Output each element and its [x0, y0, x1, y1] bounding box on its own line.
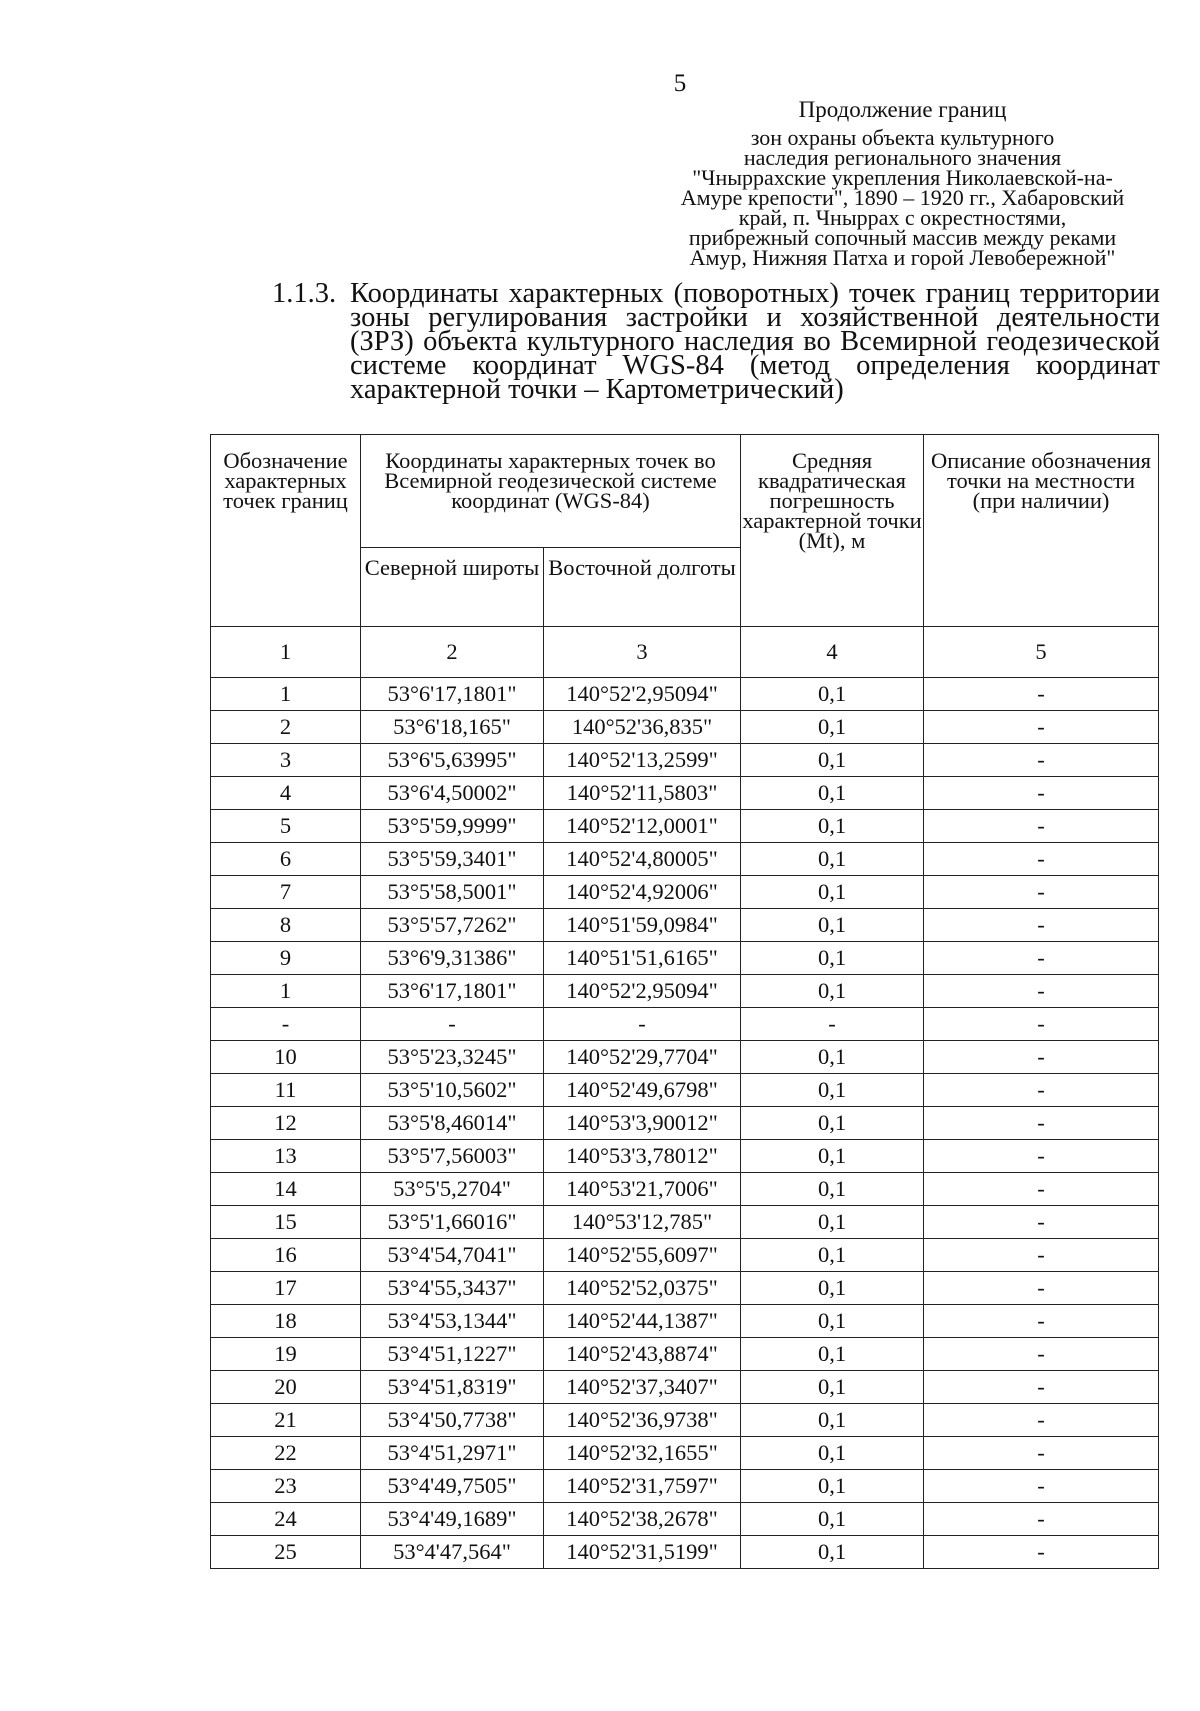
table-row: [211, 843, 1159, 876]
description-cell: -: [924, 1008, 1159, 1041]
table-row: [211, 1272, 1159, 1305]
table-row: [211, 1008, 1159, 1041]
description-cell: -: [924, 876, 1159, 909]
description-cell: -: [924, 777, 1159, 810]
mean-error-cell: 0,1: [741, 1272, 924, 1305]
mean-error-cell: 0,1: [741, 1305, 924, 1338]
continuation-line: "Чныррахские укрепления Николаевской-на-: [692, 165, 1113, 190]
point-number-cell: 5: [211, 810, 361, 843]
longitude-cell: 140°51'51,6165": [544, 942, 741, 975]
point-number-cell: 24: [211, 1503, 361, 1536]
description-cell: -: [924, 1107, 1159, 1140]
longitude-cell: 140°53'21,7006": [544, 1173, 741, 1206]
point-number-cell: 15: [211, 1206, 361, 1239]
coordinates-table: [210, 434, 1159, 1569]
description-cell: -: [924, 1074, 1159, 1107]
point-number-cell: 22: [211, 1437, 361, 1470]
latitude-cell: 53°4'47,564": [361, 1536, 544, 1569]
longitude-cell: 140°52'13,2599": [544, 744, 741, 777]
latitude-cell: 53°5'5,2704": [361, 1173, 544, 1206]
point-number-cell: 18: [211, 1305, 361, 1338]
description-cell: -: [924, 1371, 1159, 1404]
table-row: [211, 1206, 1159, 1239]
longitude-cell: 140°51'59,0984": [544, 909, 741, 942]
table-row: [211, 975, 1159, 1008]
latitude-cell: 53°5'8,46014": [361, 1107, 544, 1140]
table-row: [211, 1536, 1159, 1569]
description-cell: -: [924, 1470, 1159, 1503]
mean-error-cell: 0,1: [741, 1338, 924, 1371]
latitude-cell: 53°4'54,7041": [361, 1239, 544, 1272]
description-cell: -: [924, 1239, 1159, 1272]
point-number-cell: 2: [211, 711, 361, 744]
mean-error-cell: 0,1: [741, 1404, 924, 1437]
table-row: [211, 1305, 1159, 1338]
mean-error-cell: 0,1: [741, 876, 924, 909]
point-number-cell: -: [211, 1008, 361, 1041]
mean-error-cell: 0,1: [741, 1173, 924, 1206]
latitude-cell: 53°5'58,5001": [361, 876, 544, 909]
section-text: Координаты характерных (поворотных) точек границ территории зоны регулирования застройки и хозяйственной деятельности (ЗРЗ) объекта культурного наследия во Всемирной геодезической системе координат WGS-84 (метод определения координат характерной точки – Картометрический): [350, 278, 1160, 405]
point-number-cell: 21: [211, 1404, 361, 1437]
header-north-latitude: Северной широты: [361, 548, 544, 627]
table-row: [211, 1140, 1159, 1173]
table-row: [211, 1371, 1159, 1404]
mean-error-cell: 0,1: [741, 909, 924, 942]
table-row: [211, 777, 1159, 810]
continuation-line: Амур, Нижняя Патха и горой Левобережной": [689, 245, 1116, 270]
latitude-cell: 53°4'51,2971": [361, 1437, 544, 1470]
latitude-cell: 53°4'49,7505": [361, 1470, 544, 1503]
table-row: [211, 678, 1159, 711]
mean-error-cell: 0,1: [741, 1437, 924, 1470]
section-number: 1.1.3.: [272, 278, 337, 309]
mean-error-cell: 0,1: [741, 678, 924, 711]
latitude-cell: 53°6'17,1801": [361, 678, 544, 711]
page-number: 5: [673, 70, 687, 97]
point-number-cell: 13: [211, 1140, 361, 1173]
latitude-cell: 53°5'59,3401": [361, 843, 544, 876]
latitude-cell: 53°4'55,3437": [361, 1272, 544, 1305]
description-cell: -: [924, 678, 1159, 711]
column-number: 2: [361, 627, 544, 678]
longitude-cell: 140°52'36,835": [544, 711, 741, 744]
mean-error-cell: 0,1: [741, 1041, 924, 1074]
table-row: [211, 1107, 1159, 1140]
continuation-line: зон охраны объекта культурного: [750, 125, 1055, 150]
table-body: [211, 678, 1159, 1569]
longitude-cell: 140°52'12,0001": [544, 810, 741, 843]
point-number-cell: 20: [211, 1371, 361, 1404]
mean-error-cell: 0,1: [741, 1536, 924, 1569]
header-point-designation: Обозначение характерных точек границ: [211, 435, 361, 627]
description-cell: -: [924, 1272, 1159, 1305]
section-heading: [272, 278, 1160, 405]
description-cell: -: [924, 711, 1159, 744]
description-cell: -: [924, 1206, 1159, 1239]
point-number-cell: 10: [211, 1041, 361, 1074]
longitude-cell: 140°52'52,0375": [544, 1272, 741, 1305]
mean-error-cell: 0,1: [741, 810, 924, 843]
longitude-cell: 140°52'43,8874": [544, 1338, 741, 1371]
point-number-cell: 7: [211, 876, 361, 909]
longitude-cell: 140°52'32,1655": [544, 1437, 741, 1470]
point-number-cell: 14: [211, 1173, 361, 1206]
point-number-cell: 12: [211, 1107, 361, 1140]
point-number-cell: 19: [211, 1338, 361, 1371]
table-row: [211, 810, 1159, 843]
point-number-cell: 16: [211, 1239, 361, 1272]
table-row: [211, 711, 1159, 744]
latitude-cell: 53°4'53,1344": [361, 1305, 544, 1338]
longitude-cell: -: [544, 1008, 741, 1041]
point-number-cell: 6: [211, 843, 361, 876]
table-row: [211, 1041, 1159, 1074]
mean-error-cell: 0,1: [741, 843, 924, 876]
header-east-longitude: Восточной долготы: [544, 548, 741, 627]
latitude-cell: 53°5'7,56003": [361, 1140, 544, 1173]
point-number-cell: 25: [211, 1536, 361, 1569]
description-cell: -: [924, 909, 1159, 942]
description-cell: -: [924, 1404, 1159, 1437]
mean-error-cell: 0,1: [741, 1470, 924, 1503]
column-number-row: [211, 627, 1159, 678]
point-number-cell: 11: [211, 1074, 361, 1107]
description-cell: -: [924, 1041, 1159, 1074]
point-number-cell: 3: [211, 744, 361, 777]
column-number: 1: [211, 627, 361, 678]
latitude-cell: 53°6'18,165": [361, 711, 544, 744]
latitude-cell: 53°5'23,3245": [361, 1041, 544, 1074]
table-row: [211, 1239, 1159, 1272]
longitude-cell: 140°53'3,90012": [544, 1107, 741, 1140]
description-cell: -: [924, 1140, 1159, 1173]
latitude-cell: 53°6'17,1801": [361, 975, 544, 1008]
header-mean-error: Средняя квадратическая погрешность характерной точки (Mt), м: [741, 435, 924, 627]
longitude-cell: 140°53'3,78012": [544, 1140, 741, 1173]
description-cell: -: [924, 1503, 1159, 1536]
description-cell: -: [924, 843, 1159, 876]
longitude-cell: 140°52'44,1387": [544, 1305, 741, 1338]
latitude-cell: 53°5'1,66016": [361, 1206, 544, 1239]
point-number-cell: 4: [211, 777, 361, 810]
table-row: [211, 1437, 1159, 1470]
longitude-cell: 140°52'36,9738": [544, 1404, 741, 1437]
table-row: [211, 1173, 1159, 1206]
description-cell: -: [924, 744, 1159, 777]
mean-error-cell: 0,1: [741, 744, 924, 777]
longitude-cell: 140°52'2,95094": [544, 678, 741, 711]
table-row: [211, 909, 1159, 942]
mean-error-cell: 0,1: [741, 975, 924, 1008]
latitude-cell: 53°4'51,8319": [361, 1371, 544, 1404]
description-cell: -: [924, 1305, 1159, 1338]
longitude-cell: 140°52'2,95094": [544, 975, 741, 1008]
latitude-cell: 53°5'59,9999": [361, 810, 544, 843]
column-number: 4: [741, 627, 924, 678]
description-cell: -: [924, 942, 1159, 975]
mean-error-cell: 0,1: [741, 777, 924, 810]
latitude-cell: 53°6'4,50002": [361, 777, 544, 810]
point-number-cell: 23: [211, 1470, 361, 1503]
header-description: Описание обозначения точки на местности (при наличии): [924, 435, 1159, 627]
mean-error-cell: 0,1: [741, 1371, 924, 1404]
latitude-cell: 53°5'57,7262": [361, 909, 544, 942]
table-row: [211, 1074, 1159, 1107]
point-number-cell: 1: [211, 975, 361, 1008]
latitude-cell: 53°4'49,1689": [361, 1503, 544, 1536]
continuation-line: Амуре крепости", 1890 – 1920 гг., Хабаровский: [680, 185, 1125, 210]
table-row: [211, 1470, 1159, 1503]
mean-error-cell: 0,1: [741, 1239, 924, 1272]
continuation-line: наследия регионального значения: [743, 145, 1062, 170]
point-number-cell: 17: [211, 1272, 361, 1305]
continuation-lines: [650, 125, 1155, 270]
longitude-cell: 140°52'31,5199": [544, 1536, 741, 1569]
mean-error-cell: -: [741, 1008, 924, 1041]
point-number-cell: 9: [211, 942, 361, 975]
latitude-cell: 53°6'5,63995": [361, 744, 544, 777]
description-cell: -: [924, 1173, 1159, 1206]
longitude-cell: 140°53'12,785": [544, 1206, 741, 1239]
column-number: 3: [544, 627, 741, 678]
table-row: [211, 744, 1159, 777]
table-row: [211, 1404, 1159, 1437]
longitude-cell: 140°52'55,6097": [544, 1239, 741, 1272]
longitude-cell: 140°52'29,7704": [544, 1041, 741, 1074]
mean-error-cell: 0,1: [741, 1107, 924, 1140]
continuation-line: прибрежный сопочный массив между реками: [688, 225, 1117, 250]
longitude-cell: 140°52'37,3407": [544, 1371, 741, 1404]
mean-error-cell: 0,1: [741, 711, 924, 744]
table-row: [211, 876, 1159, 909]
point-number-cell: 8: [211, 909, 361, 942]
mean-error-cell: 0,1: [741, 1140, 924, 1173]
continuation-header: [650, 98, 1155, 268]
table-row: [211, 1503, 1159, 1536]
mean-error-cell: 0,1: [741, 1206, 924, 1239]
latitude-cell: 53°4'51,1227": [361, 1338, 544, 1371]
table-row: [211, 942, 1159, 975]
latitude-cell: 53°4'50,7738": [361, 1404, 544, 1437]
latitude-cell: 53°6'9,31386": [361, 942, 544, 975]
longitude-cell: 140°52'11,5803": [544, 777, 741, 810]
mean-error-cell: 0,1: [741, 1503, 924, 1536]
description-cell: -: [924, 1536, 1159, 1569]
longitude-cell: 140°52'31,7597": [544, 1470, 741, 1503]
column-number: 5: [924, 627, 1159, 678]
longitude-cell: 140°52'4,80005": [544, 843, 741, 876]
description-cell: -: [924, 1338, 1159, 1371]
header-coordinates-group: Координаты характерных точек во Всемирной геодезической системе координат (WGS-84): [361, 435, 741, 548]
longitude-cell: 140°52'49,6798": [544, 1074, 741, 1107]
latitude-cell: 53°5'10,5602": [361, 1074, 544, 1107]
continuation-line: край, п. Чныррах с окрестностями,: [738, 205, 1067, 230]
longitude-cell: 140°52'38,2678": [544, 1503, 741, 1536]
mean-error-cell: 0,1: [741, 1074, 924, 1107]
description-cell: -: [924, 1437, 1159, 1470]
table-row: [211, 1338, 1159, 1371]
latitude-cell: -: [361, 1008, 544, 1041]
mean-error-cell: 0,1: [741, 942, 924, 975]
longitude-cell: 140°52'4,92006": [544, 876, 741, 909]
description-cell: -: [924, 975, 1159, 1008]
continuation-title: Продолжение границ: [798, 97, 1007, 122]
point-number-cell: 1: [211, 678, 361, 711]
description-cell: -: [924, 810, 1159, 843]
